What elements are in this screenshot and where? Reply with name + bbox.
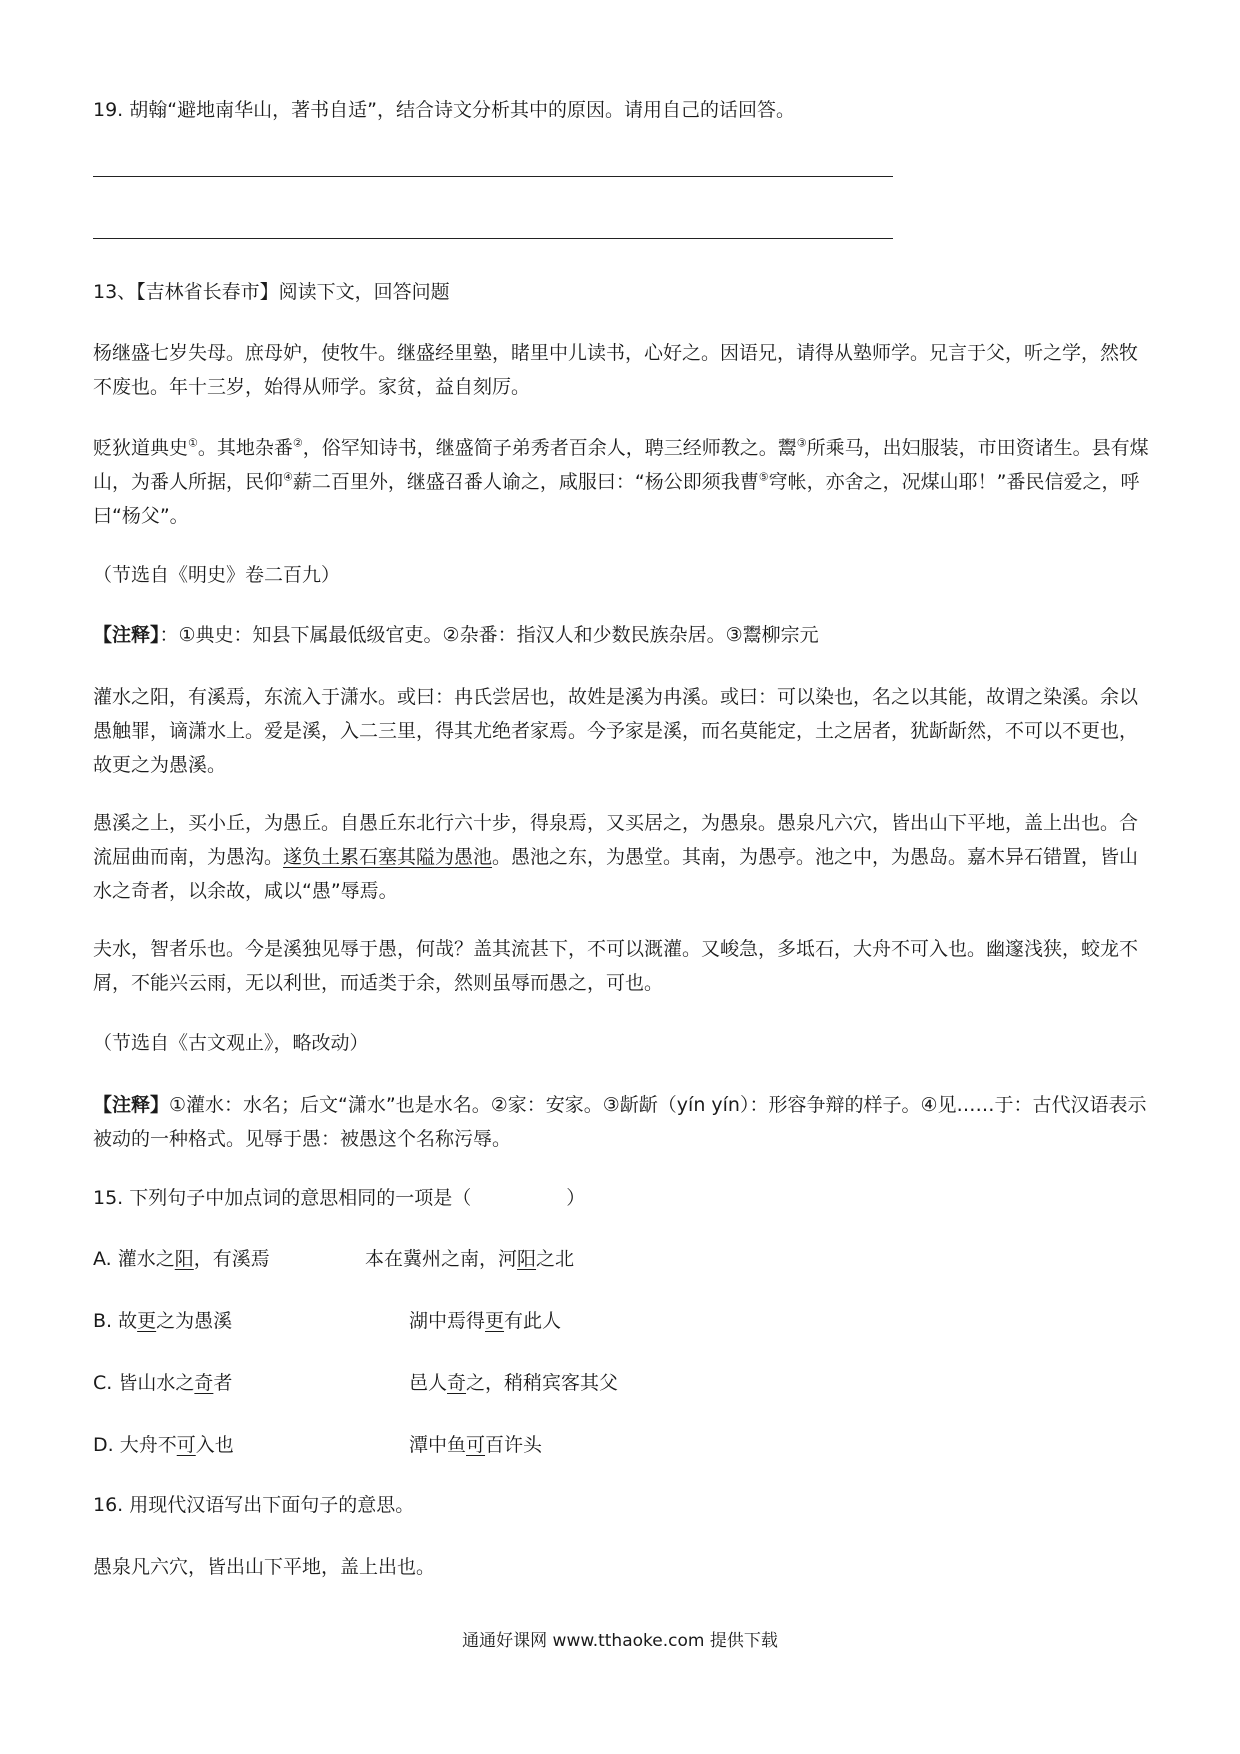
question-19: 19. 胡翰“避地南华山，著书自适”，结合诗文分析其中的原因。请用自己的话回答。 [93,99,795,121]
passage-b-notes: 【注释】①灌水：水名；后文“潇水”也是水名。②家：安家。③龂龂（yín yín）：形容争辩的样子。④见……于：古代汉语表示被动的一种格式。见辱于愚：被愚这个名称污辱。 [93,1094,1147,1150]
passage-b-paragraph-1: 灌水之阳，有溪焉，东流入于潇水。或曰：冉氏尝居也，故姓是溪为冉溪。或曰：可以染也，名之以其能，故谓之染溪。余以愚触罪，谪潇水上。爱是溪，入二三里，得其尤绝者家焉。今予家是溪，而名莫能定，土之居者，犹龂龂然，不可以不更也，故更之为愚溪。 [93,686,1139,776]
question-15-option-a: A. 灌水之阳，有溪焉 本在冀州之南，河阳之北 [93,1248,575,1270]
answer-line-2 [93,238,893,239]
passage-b-paragraph-3: 夫水，智者乐也。今是溪独见辱于愚，何哉？盖其流甚下，不可以溉灌。又峻急，多坻石，大舟不可入也。幽邃浅狭，蛟龙不屑，不能兴云雨，无以利世，而适类于余，然则虽辱而愚之，可也。 [93,938,1139,994]
passage-a-notes: 【注释】：①典史：知县下属最低级官吏。②杂番：指汉人和少数民族杂居。③鬻柳宗元 [93,624,819,646]
question-16-stem: 16. 用现代汉语写出下面句子的意思。 [93,1494,415,1516]
question-16-sentence: 愚泉凡六穴，皆出山下平地，盖上出也。 [93,1556,436,1578]
passage-b-paragraph-2: 愚溪之上，买小丘，为愚丘。自愚丘东北行六十步，得泉焉，又买居之，为愚泉。愚泉凡六穴，皆出山下平地，盖上出也。合流屈曲而南，为愚沟。遂负土累石塞其隘为愚池。愚池之东，为愚堂。其南，为愚亭。池之中，为愚岛。嘉木异石错置，皆山水之奇者，以余故，咸以“愚”辱焉。 [93,812,1139,902]
underlined-sentence: 遂负土累石塞其隘为愚池 [283,846,493,868]
passage-b-source: （节选自《古文观止》，略改动） [93,1032,369,1054]
question-15-option-b: B. 故更之为愚溪 湖中焉得更有此人 [93,1310,562,1332]
passage-a-paragraph-1: 杨继盛七岁失母。庶母妒，使牧牛。继盛经里塾，睹里中儿读书，心好之。因语兄，请得从塾师学。兄言于父，听之学，然牧不废也。年十三岁，始得从师学。家贫，益自刻厉。 [93,342,1139,398]
passage-a-paragraph-2: 贬狄道典史①。其地杂番②，俗罕知诗书，继盛简子弟秀者百余人，聘三经师教之。鬻③所乘马，出妇服装，市田资诸生。县有煤山，为番人所据，民仰④薪二百里外，继盛召番人谕之，咸服曰：“杨公即须我曹⑤穹帐，亦舍之，况煤山耶！”番民信爱之，呼曰“杨父”。 [93,436,1149,527]
question-15-option-d: D. 大舟不可入也 潭中鱼可百许头 [93,1434,543,1456]
answer-line-1 [93,176,893,177]
page-footer: 通通好课网 www.tthaoke.com 提供下载 [462,1631,778,1651]
question-13-heading: 13、【吉林省长春市】阅读下文，回答问题 [93,281,450,303]
question-15-stem: 15. 下列句子中加点词的意思相同的一项是（ ） [93,1187,586,1209]
passage-a-source: （节选自《明史》卷二百九） [93,564,341,586]
question-15-option-c: C. 皆山水之奇者 邑人奇之，稍稍宾客其父 [93,1372,619,1394]
